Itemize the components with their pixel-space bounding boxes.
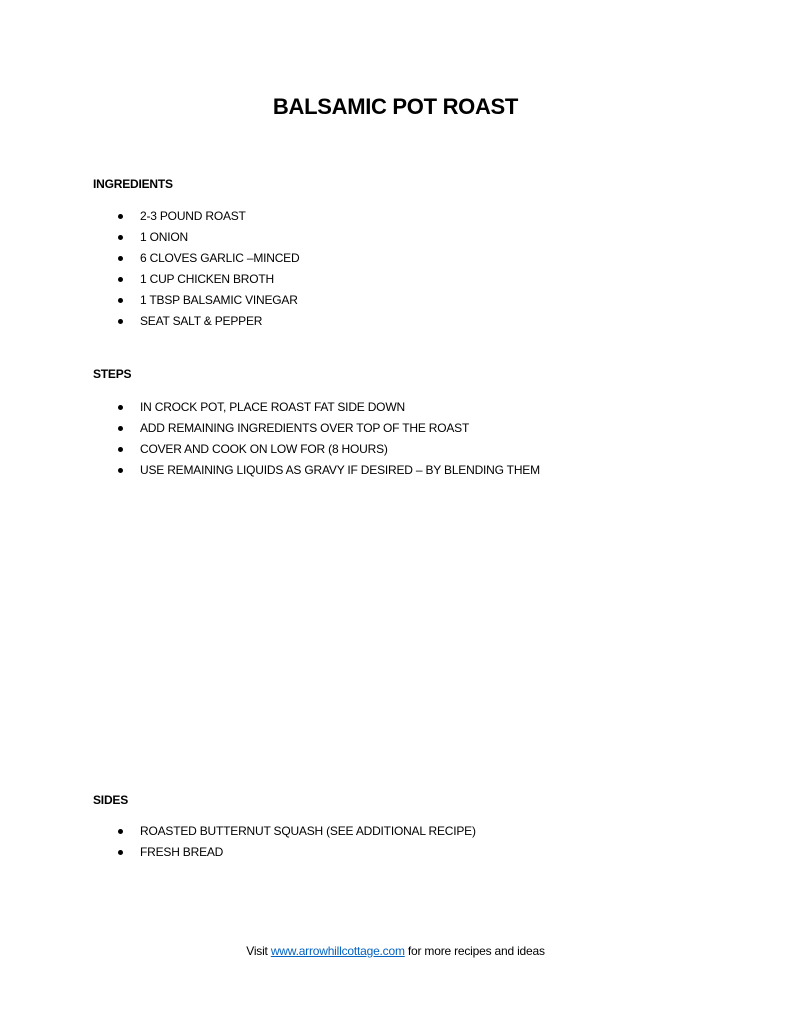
bullet-icon — [118, 405, 123, 410]
side-text: FRESH BREAD — [140, 845, 224, 859]
footer-suffix: for more recipes and ideas — [404, 944, 545, 958]
bullet-icon — [118, 850, 123, 855]
sides-list — [116, 821, 476, 863]
list-item — [116, 397, 540, 418]
step-text: ADD REMAINING INGREDIENTS OVER TOP OF THE ROAST — [140, 421, 470, 435]
website-link[interactable]: www.arrowhillcottage.com — [270, 944, 405, 958]
footer — [0, 944, 791, 958]
step-text: COVER AND COOK ON LOW FOR (8 HOURS) — [140, 442, 388, 456]
ingredient-text: 1 CUP CHICKEN BROTH — [140, 272, 275, 286]
step-text: IN CROCK POT, PLACE ROAST FAT SIDE DOWN — [140, 400, 405, 414]
list-item — [116, 418, 540, 439]
bullet-icon — [118, 426, 123, 431]
ingredients-list — [116, 206, 299, 332]
bullet-icon — [118, 214, 123, 219]
bullet-icon — [118, 298, 123, 303]
bullet-icon — [118, 829, 123, 834]
bullet-icon — [118, 447, 123, 452]
side-text: ROASTED BUTTERNUT SQUASH (SEE ADDITIONAL RECIPE) — [140, 824, 476, 838]
list-item — [116, 460, 540, 481]
list-item — [116, 227, 299, 248]
bullet-icon — [118, 235, 123, 240]
footer-prefix: Visit — [246, 944, 271, 958]
list-item — [116, 821, 476, 842]
step-text: USE REMAINING LIQUIDS AS GRAVY IF DESIRED – BY BLENDING THEM — [140, 463, 540, 477]
bullet-icon — [118, 319, 123, 324]
list-item — [116, 290, 299, 311]
ingredients-heading: INGREDIENTS — [93, 177, 173, 191]
steps-list — [116, 397, 540, 481]
ingredient-text: 1 ONION — [140, 230, 188, 244]
list-item — [116, 248, 299, 269]
ingredient-text: 6 CLOVES GARLIC –MINCED — [140, 251, 300, 265]
list-item — [116, 311, 299, 332]
list-item — [116, 842, 476, 863]
steps-heading: STEPS — [93, 367, 132, 381]
ingredient-text: 2-3 POUND ROAST — [140, 209, 246, 223]
list-item — [116, 269, 299, 290]
bullet-icon — [118, 277, 123, 282]
ingredient-text: 1 TBSP BALSAMIC VINEGAR — [140, 293, 298, 307]
bullet-icon — [118, 468, 123, 473]
list-item — [116, 439, 540, 460]
bullet-icon — [118, 256, 123, 261]
sides-heading: SIDES — [93, 793, 129, 807]
ingredient-text: SEAT SALT & PEPPER — [140, 314, 263, 328]
list-item — [116, 206, 299, 227]
page-title: BALSAMIC POT ROAST — [272, 94, 519, 119]
